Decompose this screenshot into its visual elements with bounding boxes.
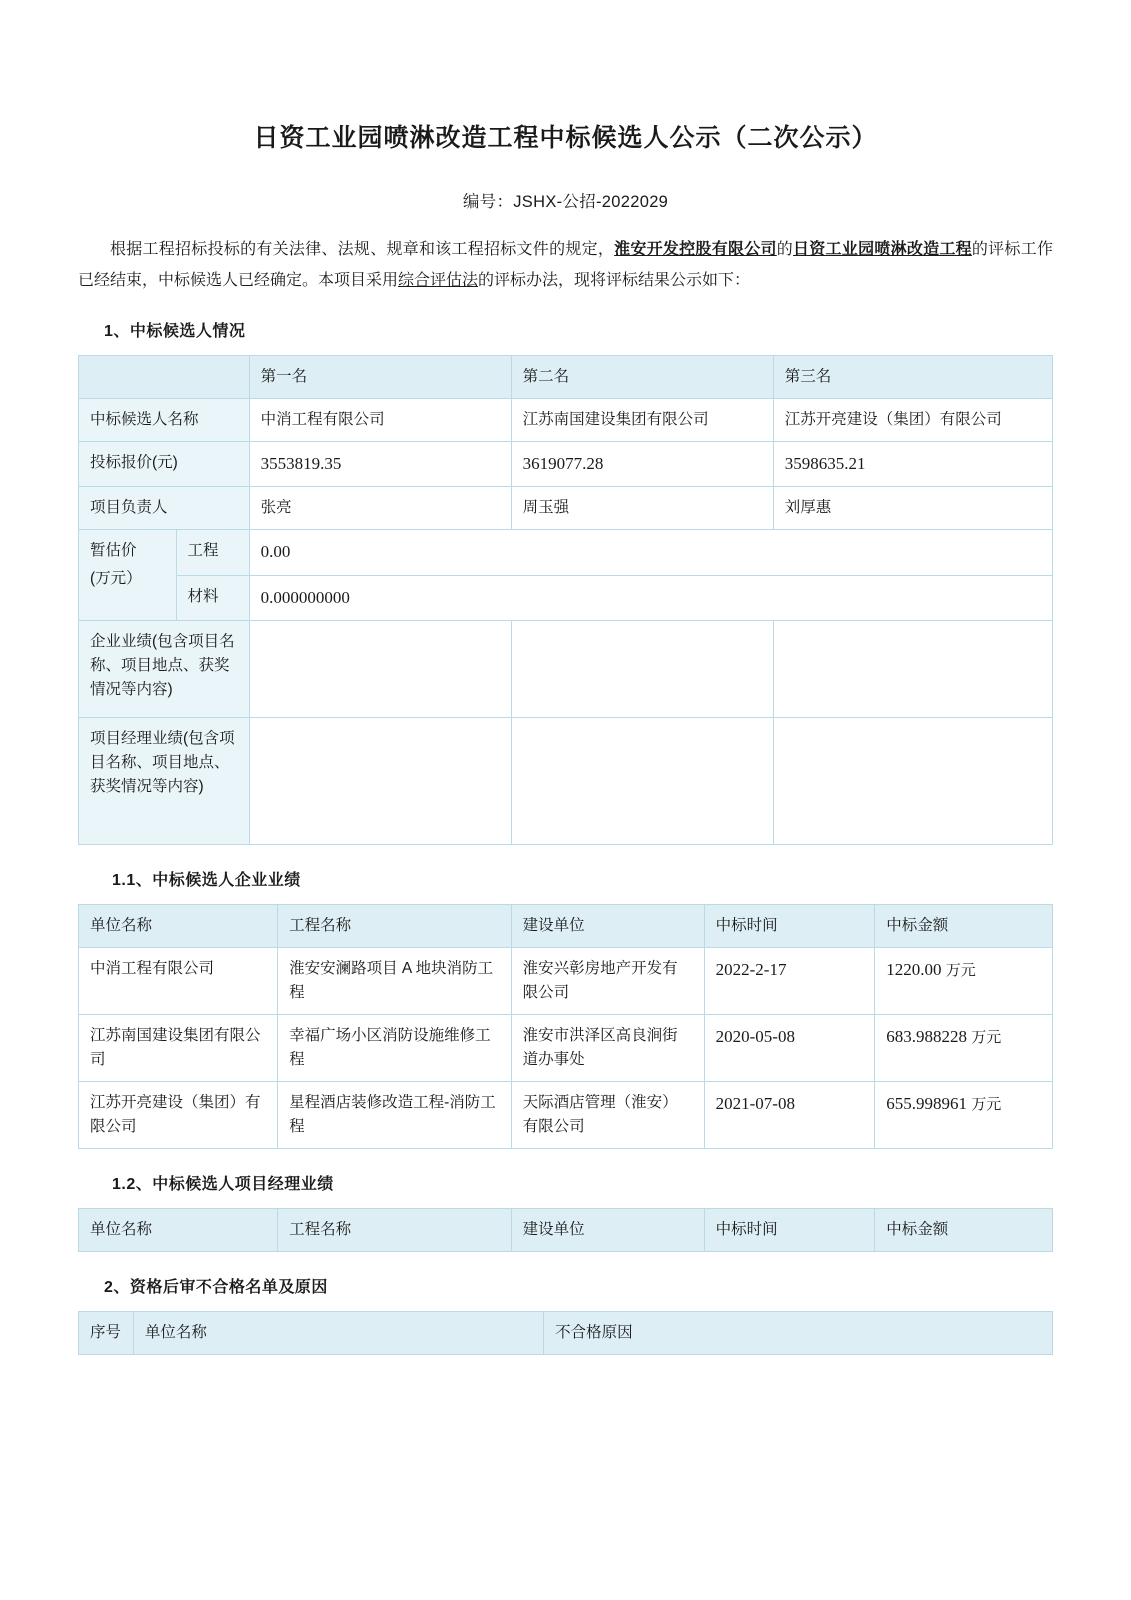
col-header-unit-name: 单位名称 [133, 1312, 543, 1355]
table-row [79, 441, 1053, 486]
estimated-price-label-line1: 暂估价 [90, 542, 137, 560]
col-header-award-date: 中标时间 [704, 904, 875, 947]
document-number: 编号：JSHX-公招-2022029 [462, 192, 669, 211]
cell-candidate-name-1: 中消工程有限公司 [249, 398, 511, 441]
cell-project-manager-2: 周玉强 [511, 487, 773, 530]
disqualified-table [78, 1311, 1053, 1355]
rank-header-blank [79, 355, 250, 398]
cell-award-date: 2022-2-17 [704, 947, 875, 1014]
table-row [79, 620, 1053, 717]
table-row [79, 1015, 1053, 1082]
col-header-unit-name: 单位名称 [79, 904, 278, 947]
award-amount-value: 683.988228 [886, 1027, 967, 1046]
section-title-candidates: 1、中标候选人情况 [104, 322, 246, 340]
cell-project-name: 淮安安澜路项目 A 地块消防工程 [278, 947, 512, 1014]
cell-award-amount [875, 1082, 1053, 1149]
estimated-price-label-line2: (万元） [90, 570, 142, 588]
table-row [79, 398, 1053, 441]
row-label-project-manager: 项目负责人 [79, 487, 250, 530]
candidates-table [78, 355, 1053, 845]
cell-owner-unit: 淮安市洪泽区高良涧街道办事处 [511, 1015, 704, 1082]
intro-text-part2: 的评标工作已经结束，中标候选人已经确定。本项目采用 [78, 240, 1053, 289]
cell-project-manager-3: 刘厚惠 [773, 487, 1052, 530]
col-header-project-name: 工程名称 [278, 904, 512, 947]
rank-header-second: 第二名 [511, 355, 773, 398]
table-row-rank-header [79, 355, 1053, 398]
table-row-header [79, 904, 1053, 947]
col-header-award-amount: 中标金额 [875, 904, 1053, 947]
row-label-estimated-price [79, 530, 177, 621]
row-label-manager-performance: 项目经理业绩(包含项目名称、项目地点、获奖情况等内容) [79, 717, 250, 844]
row-label-enterprise-performance: 企业业绩(包含项目名称、项目地点、获奖情况等内容) [79, 620, 250, 717]
cell-candidate-name-3: 江苏开亮建设（集团）有限公司 [773, 398, 1052, 441]
table-row [79, 487, 1053, 530]
row-label-candidate-name: 中标候选人名称 [79, 398, 250, 441]
cell-enterprise-performance-3 [773, 620, 1052, 717]
cell-award-date: 2020-05-08 [704, 1015, 875, 1082]
cell-estimated-material-value: 0.000000000 [249, 575, 1052, 620]
intro-text-end: 的评标办法，现将评标结果公示如下： [478, 271, 751, 289]
table-row-header [79, 1312, 1053, 1355]
col-header-disqualify-reason: 不合格原因 [544, 1312, 1053, 1355]
col-header-award-amount: 中标金额 [875, 1209, 1053, 1252]
table-row [79, 530, 1053, 575]
col-header-project-name: 工程名称 [278, 1209, 512, 1252]
col-header-owner-unit: 建设单位 [511, 904, 704, 947]
enterprise-performance-table [78, 904, 1053, 1149]
cell-bid-price-2: 3619077.28 [511, 441, 773, 486]
rank-header-first: 第一名 [249, 355, 511, 398]
section-title-manager-performance: 1.2、中标候选人项目经理业绩 [112, 1176, 334, 1194]
award-amount-unit: 万元 [945, 961, 976, 979]
row-label-estimated-engineering: 工程 [176, 530, 249, 575]
col-header-owner-unit: 建设单位 [511, 1209, 704, 1252]
cell-award-amount [875, 947, 1053, 1014]
table-row [79, 947, 1053, 1014]
row-label-estimated-material: 材料 [176, 575, 249, 620]
table-row [79, 717, 1053, 844]
manager-performance-table [78, 1208, 1053, 1252]
cell-project-name: 星程酒店装修改造工程-消防工程 [278, 1082, 512, 1149]
cell-project-manager-1: 张亮 [249, 487, 511, 530]
page-title: 日资工业园喷淋改造工程中标候选人公示（二次公示） [253, 124, 878, 152]
intro-paragraph [78, 234, 1053, 296]
table-row-header [79, 1209, 1053, 1252]
cell-unit-name: 江苏南国建设集团有限公司 [79, 1015, 278, 1082]
evaluation-method-link[interactable]: 综合评估法 [398, 271, 479, 289]
cell-manager-performance-1 [249, 717, 511, 844]
cell-estimated-engineering-value: 0.00 [249, 530, 1052, 575]
table-row [79, 575, 1053, 620]
cell-award-amount [875, 1015, 1053, 1082]
col-header-unit-name: 单位名称 [79, 1209, 278, 1252]
award-amount-value: 655.998961 [886, 1094, 967, 1114]
cell-bid-price-3: 3598635.21 [773, 441, 1052, 486]
cell-manager-performance-3 [773, 717, 1052, 844]
award-amount-unit: 万元 [971, 1029, 1002, 1046]
table-row [79, 1082, 1053, 1149]
cell-enterprise-performance-2 [511, 620, 773, 717]
section-title-disqualified: 2、资格后审不合格名单及原因 [104, 1279, 328, 1297]
col-header-sequence: 序号 [79, 1312, 134, 1355]
award-amount-unit: 万元 [971, 1096, 1002, 1114]
intro-text-part1: 根据工程招标投标的有关法律、法规、规章和该工程招标文件的规定， [110, 240, 615, 258]
cell-manager-performance-2 [511, 717, 773, 844]
cell-owner-unit: 天际酒店管理（淮安）有限公司 [511, 1082, 704, 1149]
project-link[interactable]: 日资工业园喷淋改造工程 [793, 240, 972, 258]
rank-header-third: 第三名 [773, 355, 1052, 398]
row-label-bid-price: 投标报价(元) [79, 441, 250, 486]
cell-project-name: 幸福广场小区消防设施维修工程 [278, 1015, 512, 1082]
cell-candidate-name-2: 江苏南国建设集团有限公司 [511, 398, 773, 441]
award-amount-value: 1220.00 [886, 959, 942, 979]
cell-award-date: 2021-07-08 [704, 1082, 875, 1149]
cell-enterprise-performance-1 [249, 620, 511, 717]
cell-unit-name: 江苏开亮建设（集团）有限公司 [79, 1082, 278, 1149]
cell-bid-price-1: 3553819.35 [249, 441, 511, 486]
col-header-award-date: 中标时间 [704, 1209, 875, 1252]
section-title-enterprise-performance: 1.1、中标候选人企业业绩 [112, 871, 301, 889]
intro-text-mid: 的 [776, 240, 794, 258]
cell-unit-name: 中消工程有限公司 [79, 947, 278, 1014]
cell-owner-unit: 淮安兴彰房地产开发有限公司 [511, 947, 704, 1014]
tenderer-link[interactable]: 淮安开发控股有限公司 [614, 240, 777, 258]
